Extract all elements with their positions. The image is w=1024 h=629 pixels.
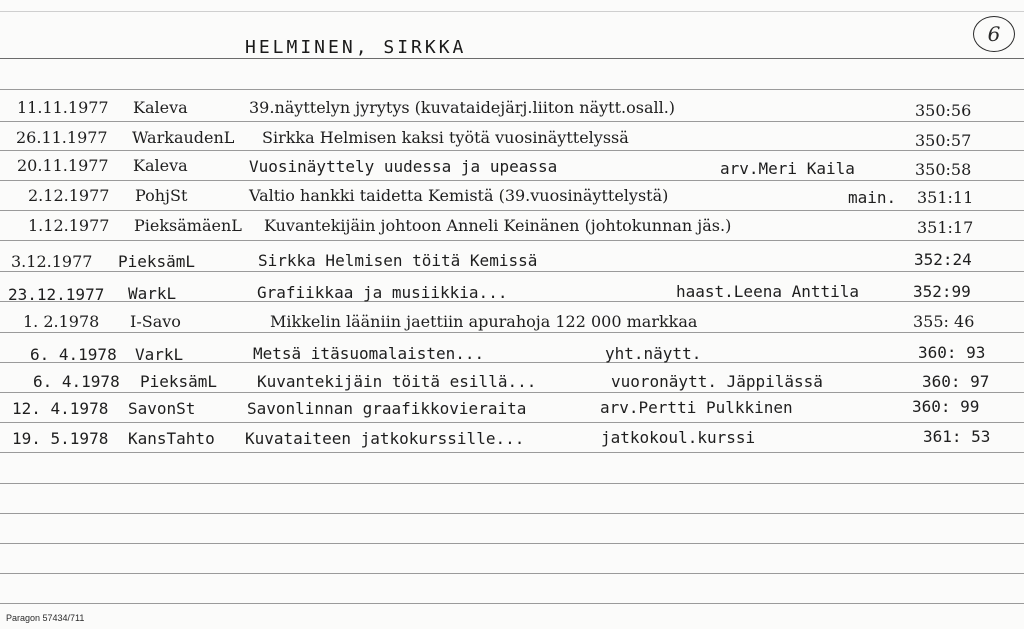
entry-title: Metsä itäsuomalaisten...: [253, 344, 485, 363]
entry-reference: 360: 97: [922, 372, 990, 391]
header-rule: [0, 58, 1024, 59]
entry-source: PohjSt: [135, 186, 188, 205]
entry-reference: 350:56: [915, 101, 972, 120]
entry-reference: 352:99: [913, 282, 971, 301]
entry-title: 39.näyttelyn jyrytys (kuvataidejärj.liiton näytt.osall.): [249, 98, 676, 117]
entry-source: PieksämL: [140, 372, 218, 391]
entry-date: 20.11.1977: [17, 156, 109, 175]
entry-date: 6. 4.1978: [30, 345, 117, 364]
entry-note: yht.näytt.: [605, 344, 702, 363]
entry-source: KansTahto: [128, 429, 215, 448]
entry-title: Grafiikkaa ja musiikkia...: [257, 283, 508, 302]
entry-source: I-Savo: [130, 312, 181, 331]
entry-note: arv.Meri Kaila: [720, 159, 855, 178]
entry-title: Mikkelin lääniin jaettiin apurahoja 122 000 markkaa: [270, 312, 698, 331]
ruled-line: [0, 180, 1024, 181]
entry-reference: 350:58: [915, 160, 972, 179]
entry-title: Sirkka Helmisen kaksi työtä vuosinäyttelyssä: [262, 128, 629, 147]
entry-note: jatkokoul.kurssi: [601, 428, 756, 447]
card-number-circle: 6: [973, 16, 1015, 52]
entry-title: Kuvantekijäin töitä esillä...: [257, 372, 537, 391]
entry-title: Valtio hankki taidetta Kemistä (39.vuosinäyttelystä): [249, 186, 669, 205]
ruled-line: [0, 452, 1024, 453]
entry-source: PieksämäenL: [134, 216, 242, 235]
ruled-line: [0, 240, 1024, 241]
entry-date: 2.12.1977: [28, 186, 110, 205]
ruled-line: [0, 513, 1024, 514]
ruled-line: [0, 271, 1024, 272]
entry-source: WarkL: [128, 284, 177, 303]
entry-reference: 355: 46: [913, 312, 975, 331]
entry-date: 23.12.1977: [8, 285, 105, 304]
entry-title: Kuvataiteen jatkokurssille...: [245, 429, 525, 448]
entry-reference: 360: 93: [918, 343, 986, 362]
ruled-line: [0, 573, 1024, 574]
entry-date: 1.12.1977: [28, 216, 110, 235]
entry-source: Kaleva: [133, 156, 188, 175]
entry-note: haast.Leena Anttila: [676, 282, 860, 301]
entry-date: 12. 4.1978: [12, 399, 109, 418]
entry-reference: 352:24: [914, 250, 972, 269]
ruled-line: [0, 603, 1024, 604]
ruled-line: [0, 543, 1024, 544]
entry-date: 3.12.1977: [11, 252, 93, 271]
top-rule: [0, 11, 1024, 12]
entry-date: 26.11.1977: [16, 128, 108, 147]
entry-reference: 351:17: [917, 218, 974, 237]
ruled-line: [0, 483, 1024, 484]
ruled-line: [0, 392, 1024, 393]
entry-reference: 361: 53: [923, 427, 991, 446]
ruled-line: [0, 150, 1024, 151]
entry-title: Savonlinnan graafikkovieraita: [247, 399, 527, 418]
entry-date: 11.11.1977: [17, 98, 109, 117]
entry-source: PieksämL: [118, 252, 196, 271]
entry-note: vuoronäytt. Jäppilässä: [611, 372, 823, 391]
ruled-line: [0, 89, 1024, 90]
entry-source: Kaleva: [133, 98, 188, 117]
entry-reference: 351:11: [917, 188, 974, 207]
card-footer-print: Paragon 57434/711: [6, 613, 85, 623]
entry-title: Kuvantekijäin johtoon Anneli Keinänen (johtokunnan jäs.): [264, 216, 732, 235]
entry-reference: 350:57: [915, 131, 972, 150]
ruled-line: [0, 210, 1024, 211]
entry-date: 1. 2.1978: [23, 312, 100, 331]
entry-note: main.: [848, 188, 897, 207]
entry-title: Vuosinäyttely uudessa ja upeassa: [249, 157, 558, 176]
ruled-line: [0, 422, 1024, 423]
card-title: HELMINEN, SIRKKA: [245, 37, 467, 58]
ruled-line: [0, 332, 1024, 333]
entry-reference: 360: 99: [912, 397, 980, 416]
ruled-line: [0, 121, 1024, 122]
entry-date: 19. 5.1978: [12, 429, 109, 448]
entry-note: arv.Pertti Pulkkinen: [600, 398, 793, 417]
entry-source: WarkaudenL: [132, 128, 235, 147]
entry-source: SavonSt: [128, 399, 196, 418]
entry-date: 6. 4.1978: [33, 372, 120, 391]
entry-source: VarkL: [135, 345, 184, 364]
entry-title: Sirkka Helmisen töitä Kemissä: [258, 251, 538, 270]
